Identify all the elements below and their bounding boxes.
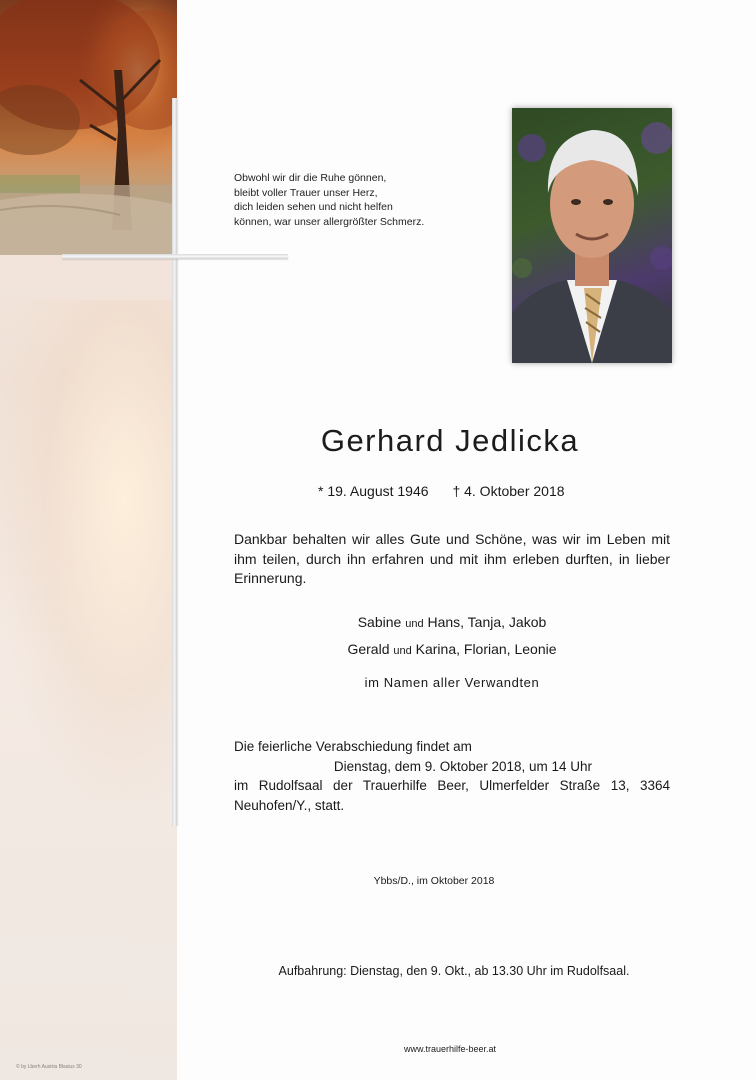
poem-line: können, war unser allergrößter Schmerz. (234, 215, 425, 228)
light-glow (0, 300, 177, 800)
death-date: † 4. Oktober 2018 (452, 483, 565, 499)
farewell-location: im Rudolfsaal der Trauerhilfe Beer, Ulmerfelder Straße 13, 3364 (234, 778, 670, 793)
family-line-2 (234, 641, 670, 657)
family-name: Karina, Florian, Leonie (415, 641, 557, 657)
website-link[interactable]: www.trauerhilfe-beer.at (403, 1044, 497, 1054)
viewing-info: Aufbahrung: Dienstag, den 9. Okt., ab 13.30 Uhr im Rudolfsaal. (278, 964, 630, 978)
farewell-announcement (234, 737, 670, 815)
family-line-1 (234, 614, 670, 630)
on-behalf-line: im Namen aller Verwandten (364, 675, 540, 690)
poem-line: bleibt voller Trauer unser Herz, (234, 186, 378, 199)
place-date: Ybbs/D., im Oktober 2018 (373, 875, 495, 887)
farewell-line: Neuhofen/Y., statt. (234, 797, 345, 813)
family-name: Sabine (357, 614, 402, 630)
birth-date: * 19. August 1946 (318, 483, 429, 499)
portrait-illustration (512, 108, 672, 363)
copyright-note: © by Lberh Austria Blasius 30 (16, 1064, 82, 1070)
farewell-line: Die feierliche Verabschiedung findet am (234, 739, 472, 754)
deceased-name: Gerhard Jedlicka (320, 423, 580, 458)
autumn-tree-illustration (0, 0, 177, 255)
autumn-tree-photo (0, 0, 177, 255)
poem-line: dich leiden sehen und nicht helfen (234, 201, 393, 213)
memorial-poem (234, 171, 494, 229)
cross-horizontal-bar (62, 254, 288, 259)
family-name: Gerald (347, 641, 390, 657)
cross-vertical-bar (172, 98, 177, 826)
poem-line: Obwohl wir dir die Ruhe gönnen, (234, 172, 387, 184)
life-dates (318, 483, 618, 499)
family-name: Hans, Tanja, Jakob (427, 614, 547, 630)
family-und: und (405, 618, 424, 630)
portrait-photo (512, 108, 672, 363)
farewell-date: Dienstag, dem 9. Oktober 2018, um 14 Uhr (333, 758, 593, 774)
remembrance-paragraph: Dankbar behalten wir alles Gute und Schöne, was wir im Leben mit ihm teilen, durch ihn erfahren und mit ihm erleben durften, in lieber Erinnerung. (234, 531, 670, 586)
family-und: und (393, 645, 412, 657)
